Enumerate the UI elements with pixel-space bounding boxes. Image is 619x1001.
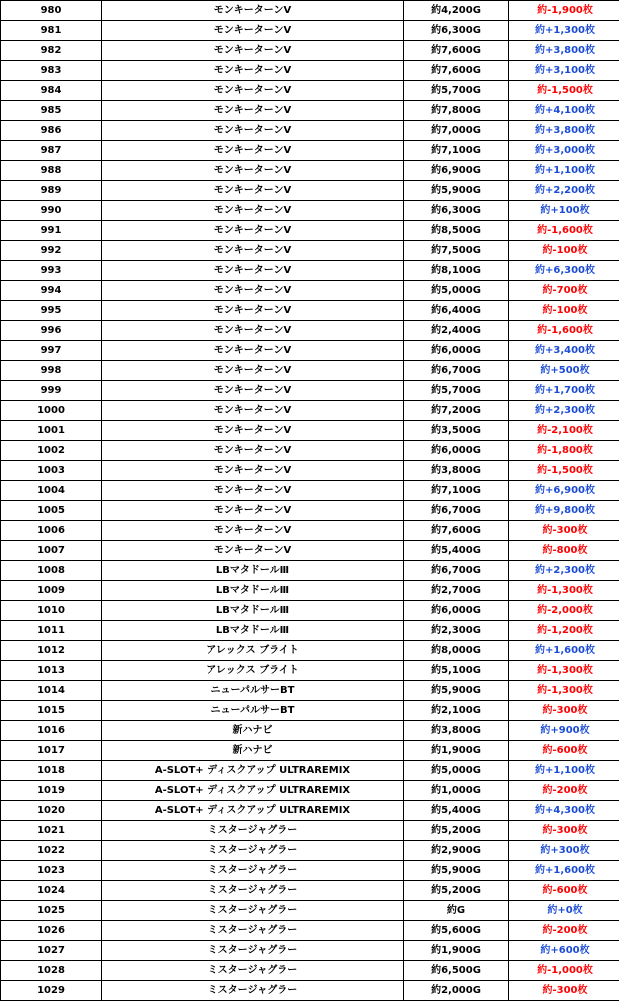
machine-name-cell: LBマタドールⅢ bbox=[102, 601, 404, 621]
coin-difference-cell: 約+600枚 bbox=[509, 941, 619, 961]
game-count-cell: 約6,700G bbox=[404, 561, 509, 581]
coin-difference-cell: 約+9,800枚 bbox=[509, 501, 619, 521]
table-row bbox=[1, 161, 619, 181]
table-row bbox=[1, 741, 619, 761]
coin-difference-cell: 約-100枚 bbox=[509, 241, 619, 261]
game-count-cell: 約6,000G bbox=[404, 341, 509, 361]
table-row bbox=[1, 601, 619, 621]
table-row bbox=[1, 101, 619, 121]
game-count-cell: 約7,100G bbox=[404, 481, 509, 501]
machine-name-cell: モンキーターンV bbox=[102, 41, 404, 61]
game-count-cell: 約5,200G bbox=[404, 821, 509, 841]
game-count-cell: 約1,900G bbox=[404, 741, 509, 761]
table-row bbox=[1, 421, 619, 441]
game-count-cell: 約5,000G bbox=[404, 761, 509, 781]
game-count-cell: 約7,600G bbox=[404, 41, 509, 61]
machine-number-cell: 993 bbox=[1, 261, 102, 281]
machine-number-cell: 988 bbox=[1, 161, 102, 181]
table-row bbox=[1, 981, 619, 1001]
machine-number-cell: 1018 bbox=[1, 761, 102, 781]
coin-difference-cell: 約-1,600枚 bbox=[509, 221, 619, 241]
game-count-cell: 約7,800G bbox=[404, 101, 509, 121]
coin-difference-cell: 約-1,500枚 bbox=[509, 461, 619, 481]
machine-number-cell: 996 bbox=[1, 321, 102, 341]
game-count-cell: 約6,500G bbox=[404, 961, 509, 981]
machine-number-cell: 1010 bbox=[1, 601, 102, 621]
table-row bbox=[1, 21, 619, 41]
game-count-cell: 約5,900G bbox=[404, 681, 509, 701]
machine-name-cell: ミスタージャグラー bbox=[102, 821, 404, 841]
table-row bbox=[1, 621, 619, 641]
game-count-cell: 約2,400G bbox=[404, 321, 509, 341]
machine-number-cell: 983 bbox=[1, 61, 102, 81]
coin-difference-cell: 約+1,700枚 bbox=[509, 381, 619, 401]
table-row bbox=[1, 941, 619, 961]
table-row bbox=[1, 581, 619, 601]
machine-number-cell: 991 bbox=[1, 221, 102, 241]
coin-difference-cell: 約-2,000枚 bbox=[509, 601, 619, 621]
game-count-cell: 約3,800G bbox=[404, 461, 509, 481]
machine-name-cell: モンキーターンV bbox=[102, 241, 404, 261]
game-count-cell: 約6,000G bbox=[404, 441, 509, 461]
table-row bbox=[1, 841, 619, 861]
machine-number-cell: 1008 bbox=[1, 561, 102, 581]
machine-name-cell: アレックス ブライト bbox=[102, 641, 404, 661]
coin-difference-cell: 約-1,200枚 bbox=[509, 621, 619, 641]
machine-number-cell: 984 bbox=[1, 81, 102, 101]
game-count-cell: 約5,900G bbox=[404, 181, 509, 201]
table-row bbox=[1, 801, 619, 821]
machine-number-cell: 1024 bbox=[1, 881, 102, 901]
machine-name-cell: A-SLOT+ ディスクアップ ULTRAREMIX bbox=[102, 761, 404, 781]
coin-difference-cell: 約-300枚 bbox=[509, 821, 619, 841]
game-count-cell: 約5,700G bbox=[404, 381, 509, 401]
machine-name-cell: モンキーターンV bbox=[102, 201, 404, 221]
table-row bbox=[1, 1, 619, 21]
machine-name-cell: A-SLOT+ ディスクアップ ULTRAREMIX bbox=[102, 781, 404, 801]
machine-name-cell: モンキーターンV bbox=[102, 501, 404, 521]
coin-difference-cell: 約-1,900枚 bbox=[509, 1, 619, 21]
machine-number-cell: 1017 bbox=[1, 741, 102, 761]
results-table-body bbox=[1, 1, 619, 1001]
machine-name-cell: ミスタージャグラー bbox=[102, 861, 404, 881]
game-count-cell: 約2,100G bbox=[404, 701, 509, 721]
machine-name-cell: ミスタージャグラー bbox=[102, 961, 404, 981]
coin-difference-cell: 約-700枚 bbox=[509, 281, 619, 301]
table-row bbox=[1, 361, 619, 381]
machine-name-cell: モンキーターンV bbox=[102, 461, 404, 481]
machine-number-cell: 980 bbox=[1, 1, 102, 21]
game-count-cell: 約8,000G bbox=[404, 641, 509, 661]
machine-number-cell: 999 bbox=[1, 381, 102, 401]
table-row bbox=[1, 481, 619, 501]
coin-difference-cell: 約-300枚 bbox=[509, 701, 619, 721]
game-count-cell: 約5,100G bbox=[404, 661, 509, 681]
machine-name-cell: モンキーターンV bbox=[102, 341, 404, 361]
table-row bbox=[1, 121, 619, 141]
coin-difference-cell: 約-300枚 bbox=[509, 521, 619, 541]
machine-name-cell: LBマタドールⅢ bbox=[102, 561, 404, 581]
machine-number-cell: 1011 bbox=[1, 621, 102, 641]
table-row bbox=[1, 281, 619, 301]
game-count-cell: 約6,700G bbox=[404, 361, 509, 381]
machine-name-cell: モンキーターンV bbox=[102, 21, 404, 41]
machine-name-cell: ニューパルサーBT bbox=[102, 681, 404, 701]
table-row bbox=[1, 661, 619, 681]
coin-difference-cell: 約+4,100枚 bbox=[509, 101, 619, 121]
game-count-cell: 約6,900G bbox=[404, 161, 509, 181]
game-count-cell: 約5,700G bbox=[404, 81, 509, 101]
machine-name-cell: ミスタージャグラー bbox=[102, 921, 404, 941]
game-count-cell: 約G bbox=[404, 901, 509, 921]
table-row bbox=[1, 141, 619, 161]
table-row bbox=[1, 261, 619, 281]
table-row bbox=[1, 761, 619, 781]
game-count-cell: 約8,100G bbox=[404, 261, 509, 281]
game-count-cell: 約4,200G bbox=[404, 1, 509, 21]
machine-number-cell: 1016 bbox=[1, 721, 102, 741]
coin-difference-cell: 約+1,100枚 bbox=[509, 161, 619, 181]
machine-name-cell: モンキーターンV bbox=[102, 401, 404, 421]
machine-name-cell: LBマタドールⅢ bbox=[102, 581, 404, 601]
game-count-cell: 約1,000G bbox=[404, 781, 509, 801]
machine-number-cell: 1000 bbox=[1, 401, 102, 421]
machine-number-cell: 1006 bbox=[1, 521, 102, 541]
machine-name-cell: モンキーターンV bbox=[102, 441, 404, 461]
coin-difference-cell: 約-1,300枚 bbox=[509, 661, 619, 681]
table-row bbox=[1, 821, 619, 841]
game-count-cell: 約6,700G bbox=[404, 501, 509, 521]
table-row bbox=[1, 641, 619, 661]
coin-difference-cell: 約-1,600枚 bbox=[509, 321, 619, 341]
machine-name-cell: LBマタドールⅢ bbox=[102, 621, 404, 641]
game-count-cell: 約6,400G bbox=[404, 301, 509, 321]
table-row bbox=[1, 181, 619, 201]
machine-name-cell: ミスタージャグラー bbox=[102, 981, 404, 1001]
machine-name-cell: モンキーターンV bbox=[102, 81, 404, 101]
machine-name-cell: モンキーターンV bbox=[102, 61, 404, 81]
coin-difference-cell: 約+1,100枚 bbox=[509, 761, 619, 781]
machine-number-cell: 1014 bbox=[1, 681, 102, 701]
table-row bbox=[1, 541, 619, 561]
game-count-cell: 約2,300G bbox=[404, 621, 509, 641]
machine-name-cell: モンキーターンV bbox=[102, 541, 404, 561]
coin-difference-cell: 約+3,100枚 bbox=[509, 61, 619, 81]
coin-difference-cell: 約-200枚 bbox=[509, 921, 619, 941]
machine-number-cell: 995 bbox=[1, 301, 102, 321]
game-count-cell: 約8,500G bbox=[404, 221, 509, 241]
table-row bbox=[1, 861, 619, 881]
table-row bbox=[1, 61, 619, 81]
game-count-cell: 約5,200G bbox=[404, 881, 509, 901]
game-count-cell: 約3,500G bbox=[404, 421, 509, 441]
machine-name-cell: モンキーターンV bbox=[102, 381, 404, 401]
table-row bbox=[1, 201, 619, 221]
table-row bbox=[1, 341, 619, 361]
machine-number-cell: 1012 bbox=[1, 641, 102, 661]
machine-name-cell: モンキーターンV bbox=[102, 301, 404, 321]
machine-name-cell: ミスタージャグラー bbox=[102, 941, 404, 961]
machine-name-cell: 新ハナビ bbox=[102, 741, 404, 761]
table-row bbox=[1, 81, 619, 101]
coin-difference-cell: 約+6,900枚 bbox=[509, 481, 619, 501]
machine-number-cell: 987 bbox=[1, 141, 102, 161]
coin-difference-cell: 約+1,600枚 bbox=[509, 861, 619, 881]
table-row bbox=[1, 521, 619, 541]
game-count-cell: 約5,400G bbox=[404, 541, 509, 561]
game-count-cell: 約7,500G bbox=[404, 241, 509, 261]
game-count-cell: 約2,900G bbox=[404, 841, 509, 861]
machine-name-cell: モンキーターンV bbox=[102, 161, 404, 181]
machine-number-cell: 981 bbox=[1, 21, 102, 41]
machine-number-cell: 982 bbox=[1, 41, 102, 61]
machine-name-cell: ミスタージャグラー bbox=[102, 881, 404, 901]
game-count-cell: 約6,300G bbox=[404, 201, 509, 221]
machine-number-cell: 1029 bbox=[1, 981, 102, 1001]
table-row bbox=[1, 561, 619, 581]
machine-name-cell: モンキーターンV bbox=[102, 141, 404, 161]
machine-name-cell: モンキーターンV bbox=[102, 221, 404, 241]
machine-name-cell: モンキーターンV bbox=[102, 521, 404, 541]
machine-number-cell: 1015 bbox=[1, 701, 102, 721]
coin-difference-cell: 約-600枚 bbox=[509, 741, 619, 761]
machine-number-cell: 1027 bbox=[1, 941, 102, 961]
coin-difference-cell: 約-1,300枚 bbox=[509, 681, 619, 701]
table-row bbox=[1, 721, 619, 741]
machine-number-cell: 1007 bbox=[1, 541, 102, 561]
machine-name-cell: モンキーターンV bbox=[102, 181, 404, 201]
coin-difference-cell: 約+100枚 bbox=[509, 201, 619, 221]
machine-number-cell: 1005 bbox=[1, 501, 102, 521]
coin-difference-cell: 約+3,400枚 bbox=[509, 341, 619, 361]
coin-difference-cell: 約-100枚 bbox=[509, 301, 619, 321]
coin-difference-cell: 約-200枚 bbox=[509, 781, 619, 801]
table-row bbox=[1, 401, 619, 421]
machine-name-cell: 新ハナビ bbox=[102, 721, 404, 741]
game-count-cell: 約5,000G bbox=[404, 281, 509, 301]
coin-difference-cell: 約+1,300枚 bbox=[509, 21, 619, 41]
machine-name-cell: モンキーターンV bbox=[102, 321, 404, 341]
machine-number-cell: 998 bbox=[1, 361, 102, 381]
coin-difference-cell: 約+1,600枚 bbox=[509, 641, 619, 661]
machine-number-cell: 1026 bbox=[1, 921, 102, 941]
machine-number-cell: 1002 bbox=[1, 441, 102, 461]
coin-difference-cell: 約-1,500枚 bbox=[509, 81, 619, 101]
coin-difference-cell: 約+2,300枚 bbox=[509, 561, 619, 581]
machine-name-cell: モンキーターンV bbox=[102, 421, 404, 441]
machine-name-cell: モンキーターンV bbox=[102, 261, 404, 281]
machine-number-cell: 1023 bbox=[1, 861, 102, 881]
machine-name-cell: A-SLOT+ ディスクアップ ULTRAREMIX bbox=[102, 801, 404, 821]
table-row bbox=[1, 961, 619, 981]
table-row bbox=[1, 321, 619, 341]
coin-difference-cell: 約+2,200枚 bbox=[509, 181, 619, 201]
machine-number-cell: 1003 bbox=[1, 461, 102, 481]
coin-difference-cell: 約+900枚 bbox=[509, 721, 619, 741]
table-row bbox=[1, 241, 619, 261]
game-count-cell: 約6,000G bbox=[404, 601, 509, 621]
machine-number-cell: 990 bbox=[1, 201, 102, 221]
machine-number-cell: 1020 bbox=[1, 801, 102, 821]
machine-number-cell: 1025 bbox=[1, 901, 102, 921]
machine-name-cell: モンキーターンV bbox=[102, 281, 404, 301]
machine-number-cell: 997 bbox=[1, 341, 102, 361]
table-row bbox=[1, 701, 619, 721]
machine-number-cell: 1019 bbox=[1, 781, 102, 801]
table-row bbox=[1, 901, 619, 921]
game-count-cell: 約5,600G bbox=[404, 921, 509, 941]
machine-number-cell: 1013 bbox=[1, 661, 102, 681]
game-count-cell: 約2,000G bbox=[404, 981, 509, 1001]
machine-name-cell: モンキーターンV bbox=[102, 101, 404, 121]
table-row bbox=[1, 221, 619, 241]
table-row bbox=[1, 921, 619, 941]
machine-name-cell: ニューパルサーBT bbox=[102, 701, 404, 721]
game-count-cell: 約3,800G bbox=[404, 721, 509, 741]
game-count-cell: 約7,600G bbox=[404, 521, 509, 541]
table-row bbox=[1, 781, 619, 801]
table-row bbox=[1, 501, 619, 521]
coin-difference-cell: 約+3,800枚 bbox=[509, 41, 619, 61]
table-row bbox=[1, 881, 619, 901]
game-count-cell: 約5,900G bbox=[404, 861, 509, 881]
machine-number-cell: 1028 bbox=[1, 961, 102, 981]
game-count-cell: 約7,200G bbox=[404, 401, 509, 421]
coin-difference-cell: 約-600枚 bbox=[509, 881, 619, 901]
machine-number-cell: 1001 bbox=[1, 421, 102, 441]
coin-difference-cell: 約-1,300枚 bbox=[509, 581, 619, 601]
machine-number-cell: 985 bbox=[1, 101, 102, 121]
machine-name-cell: モンキーターンV bbox=[102, 361, 404, 381]
machine-number-cell: 1004 bbox=[1, 481, 102, 501]
coin-difference-cell: 約+3,800枚 bbox=[509, 121, 619, 141]
machine-name-cell: ミスタージャグラー bbox=[102, 841, 404, 861]
coin-difference-cell: 約+300枚 bbox=[509, 841, 619, 861]
coin-difference-cell: 約+500枚 bbox=[509, 361, 619, 381]
machine-number-cell: 986 bbox=[1, 121, 102, 141]
table-row bbox=[1, 381, 619, 401]
machine-number-cell: 989 bbox=[1, 181, 102, 201]
machine-name-cell: モンキーターンV bbox=[102, 1, 404, 21]
coin-difference-cell: 約-300枚 bbox=[509, 981, 619, 1001]
machine-name-cell: モンキーターンV bbox=[102, 121, 404, 141]
coin-difference-cell: 約+2,300枚 bbox=[509, 401, 619, 421]
machine-number-cell: 1009 bbox=[1, 581, 102, 601]
machine-name-cell: モンキーターンV bbox=[102, 481, 404, 501]
coin-difference-cell: 約+0枚 bbox=[509, 901, 619, 921]
game-count-cell: 約7,100G bbox=[404, 141, 509, 161]
coin-difference-cell: 約-1,000枚 bbox=[509, 961, 619, 981]
table-row bbox=[1, 41, 619, 61]
game-count-cell: 約2,700G bbox=[404, 581, 509, 601]
table-row bbox=[1, 301, 619, 321]
coin-difference-cell: 約-2,100枚 bbox=[509, 421, 619, 441]
table-row bbox=[1, 681, 619, 701]
game-count-cell: 約5,400G bbox=[404, 801, 509, 821]
game-count-cell: 約7,600G bbox=[404, 61, 509, 81]
machine-name-cell: ミスタージャグラー bbox=[102, 901, 404, 921]
machine-name-cell: アレックス ブライト bbox=[102, 661, 404, 681]
coin-difference-cell: 約+4,300枚 bbox=[509, 801, 619, 821]
coin-difference-cell: 約+3,000枚 bbox=[509, 141, 619, 161]
coin-difference-cell: 約+6,300枚 bbox=[509, 261, 619, 281]
coin-difference-cell: 約-800枚 bbox=[509, 541, 619, 561]
machine-number-cell: 994 bbox=[1, 281, 102, 301]
game-count-cell: 約1,900G bbox=[404, 941, 509, 961]
table-row bbox=[1, 441, 619, 461]
machine-number-cell: 992 bbox=[1, 241, 102, 261]
game-count-cell: 約7,000G bbox=[404, 121, 509, 141]
game-count-cell: 約6,300G bbox=[404, 21, 509, 41]
machine-number-cell: 1022 bbox=[1, 841, 102, 861]
table-row bbox=[1, 461, 619, 481]
machine-number-cell: 1021 bbox=[1, 821, 102, 841]
coin-difference-cell: 約-1,800枚 bbox=[509, 441, 619, 461]
